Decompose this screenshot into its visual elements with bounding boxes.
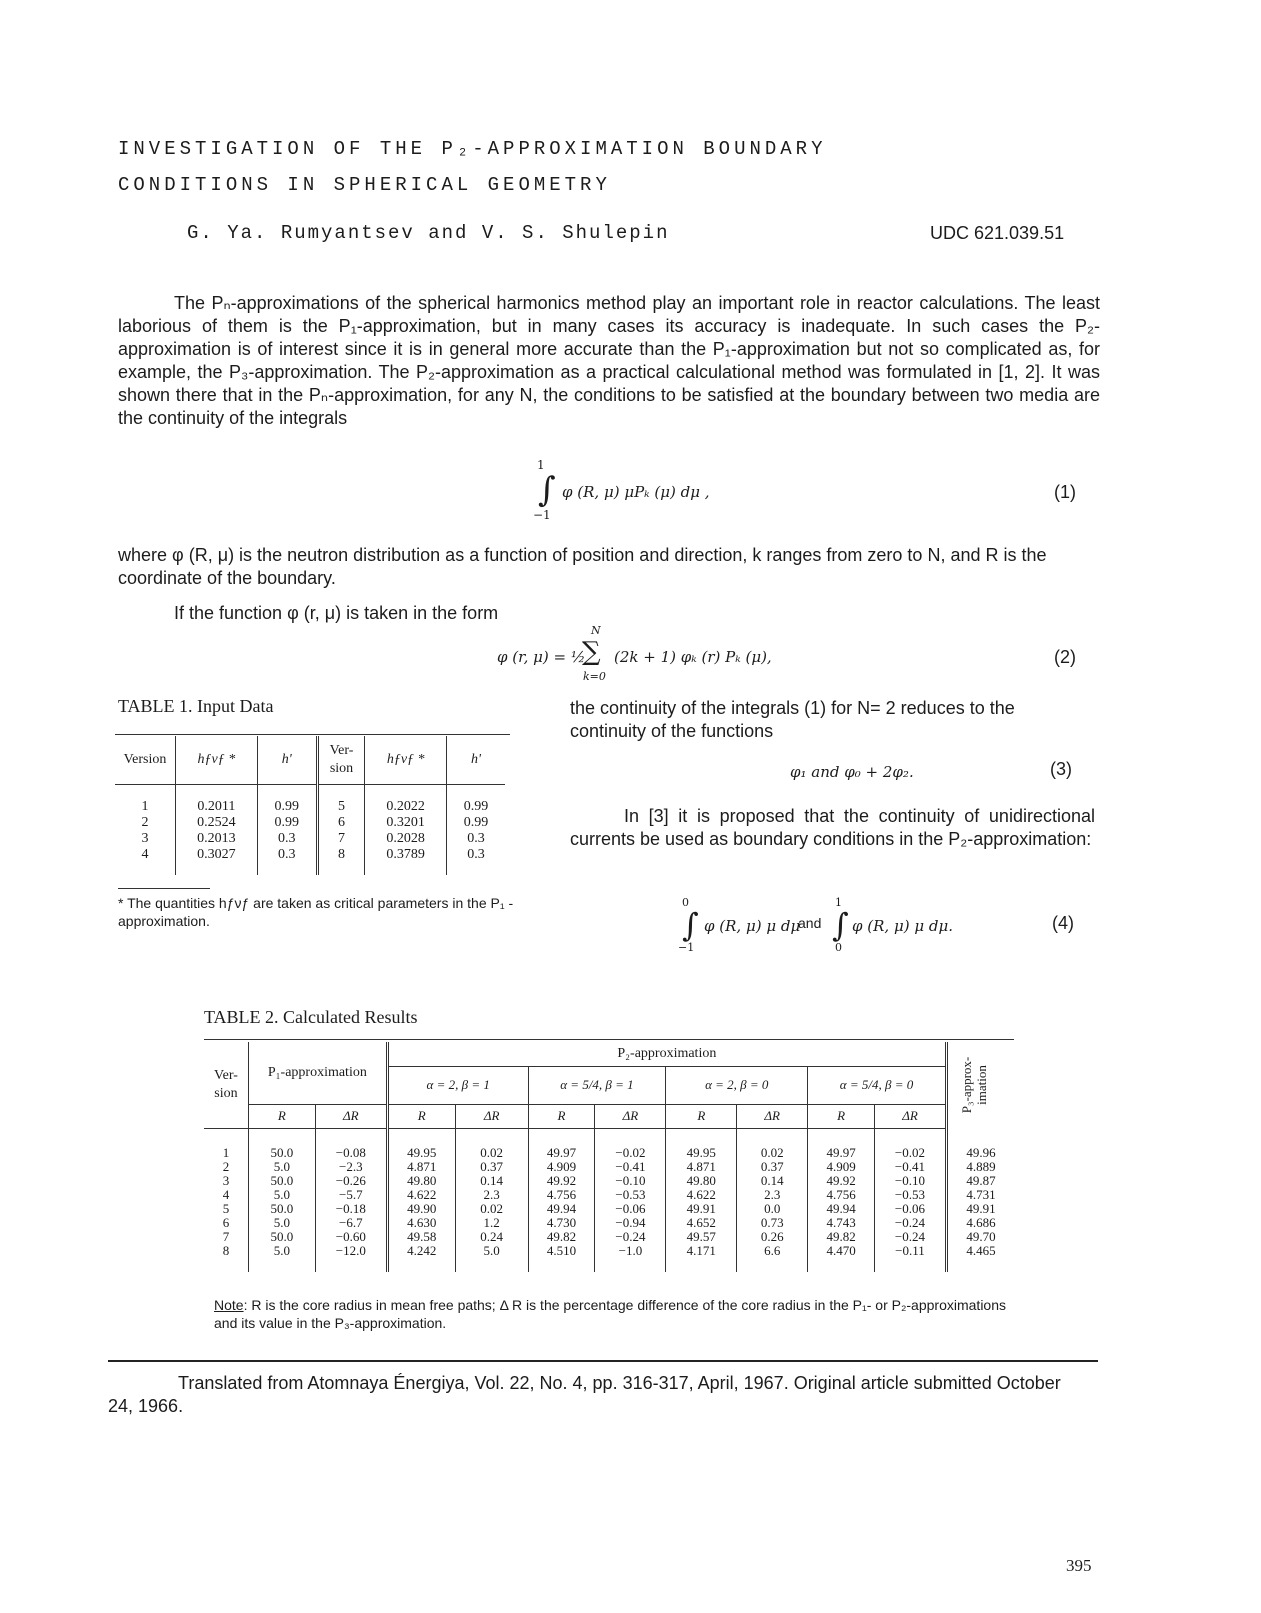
table-row xyxy=(204,1146,1014,1160)
t2-value-cell: 4.465 xyxy=(946,1244,1014,1258)
t2-value-cell: 49.80 xyxy=(666,1174,737,1188)
t1-cell: 0.2022 xyxy=(365,799,447,815)
t2-value-cell: −0.06 xyxy=(595,1202,666,1216)
t1-cell: 0.3 xyxy=(447,831,505,847)
t2-value-cell: 49.97 xyxy=(528,1146,595,1160)
t2-value-cell: 49.96 xyxy=(946,1146,1014,1160)
t1-cell: 0.3789 xyxy=(365,847,447,863)
t2-value-cell: 0.02 xyxy=(455,1202,528,1216)
eq2-sum-sign: ∑ xyxy=(582,637,601,667)
t2-sub-dr: ΔR xyxy=(737,1104,808,1128)
table-row xyxy=(204,1188,1014,1202)
t1-cell: 0.99 xyxy=(447,815,505,831)
eq2-upper-limit: N xyxy=(591,624,601,637)
t1-cell: 0.3201 xyxy=(365,815,447,831)
t2-value-cell: 0.26 xyxy=(737,1230,808,1244)
t2-value-cell: 2.3 xyxy=(455,1188,528,1202)
t2-value-cell: 5.0 xyxy=(455,1244,528,1258)
eq4-b-lower: 0 xyxy=(835,941,842,954)
t2-value-cell: 49.94 xyxy=(808,1202,875,1216)
t1-cell: 0.2011 xyxy=(176,799,258,815)
t2-value-cell: −0.08 xyxy=(315,1146,387,1160)
t1-header-hfvf-2: hƒνƒ * xyxy=(365,736,447,784)
t2-sub-dr: ΔR xyxy=(875,1104,947,1128)
t2-value-cell: 0.24 xyxy=(455,1230,528,1244)
t2-value-cell: 4.622 xyxy=(666,1188,737,1202)
table-row xyxy=(204,1174,1014,1188)
t1-cell: 7 xyxy=(317,831,365,847)
eq1-upper-limit: 1 xyxy=(537,458,545,472)
t2-group-1: α = 2, β = 1 xyxy=(387,1066,528,1104)
t2-value-cell: 50.0 xyxy=(248,1202,315,1216)
t2-value-cell: 4.652 xyxy=(666,1216,737,1230)
eq4-number: (4) xyxy=(1052,913,1074,933)
t2-value-cell: 4.242 xyxy=(387,1244,455,1258)
t2-value-cell: 4.909 xyxy=(808,1160,875,1174)
t2-value-cell: 5.0 xyxy=(248,1160,315,1174)
t2-value-cell: 0.37 xyxy=(455,1160,528,1174)
table-row xyxy=(115,799,505,815)
t2-value-cell: −0.53 xyxy=(875,1188,947,1202)
t2-header-p1: P₁-approximation xyxy=(248,1042,387,1104)
t2-value-cell: 4.871 xyxy=(387,1160,455,1174)
t2-value-cell: −0.94 xyxy=(595,1216,666,1230)
t2-value-cell: 4.889 xyxy=(946,1160,1014,1174)
eq3-number: (3) xyxy=(1050,759,1072,779)
t2-value-cell: −0.24 xyxy=(875,1230,947,1244)
t2-group-3: α = 2, β = 0 xyxy=(666,1066,808,1104)
title-line-1: INVESTIGATION OF THE P₂-APPROXIMATION BOUNDARY xyxy=(118,138,827,160)
t2-value-cell: 50.0 xyxy=(248,1146,315,1160)
page-number: 395 xyxy=(1066,1556,1092,1575)
t1-cell: 5 xyxy=(317,799,365,815)
eq3-body: φ₁ and φ₀ + 2φ₂. xyxy=(790,763,914,781)
table-row xyxy=(115,815,505,831)
note-label: Note xyxy=(214,1297,244,1313)
t2-value-cell: 1.2 xyxy=(455,1216,528,1230)
t2-sub-r: R xyxy=(387,1104,455,1128)
t2-value-cell: −6.7 xyxy=(315,1216,387,1230)
t2-group-2: α = 5/4, β = 1 xyxy=(528,1066,666,1104)
footnote-rule xyxy=(118,888,210,889)
t2-value-cell: −5.7 xyxy=(315,1188,387,1202)
eq4-b-integrand: φ (R, μ) μ dμ. xyxy=(852,917,953,935)
t1-header-version-2: Ver- sion xyxy=(317,736,365,784)
table1-rule xyxy=(115,734,510,735)
eq4-a-integrand: φ (R, μ) μ dμ xyxy=(704,917,801,935)
t1-cell: 4 xyxy=(141,846,149,862)
t2-value-cell: −0.24 xyxy=(595,1230,666,1244)
table-row xyxy=(204,1216,1014,1230)
t2-value-cell: 49.91 xyxy=(946,1202,1014,1216)
t2-value-cell: 4.756 xyxy=(808,1188,875,1202)
t2-header-version: Ver- sion xyxy=(204,1042,248,1128)
t2-value-cell: 0.37 xyxy=(737,1160,808,1174)
t1-cell: 3 xyxy=(141,830,149,846)
t2-value-cell: 4.686 xyxy=(946,1216,1014,1230)
t1-cell: 6 xyxy=(317,815,365,831)
t2-value-cell: 49.82 xyxy=(808,1230,875,1244)
t2-value-cell: 0.14 xyxy=(737,1174,808,1188)
t1-cell: 0.3 xyxy=(257,831,317,847)
t2-version-cell: 8 xyxy=(222,1243,230,1258)
eq2-lhs: φ (r, μ) = ½ xyxy=(497,648,586,666)
eq4-b-integral-sign: ∫ xyxy=(832,906,849,944)
t2-value-cell: 4.730 xyxy=(528,1216,595,1230)
table-row xyxy=(204,1244,1014,1258)
paragraph-2: where φ (R, μ) is the neutron distribution as a function of position and direction, k ranges from zero to N, and R is the coordinate of the boundary. xyxy=(118,545,1047,588)
t2-value-cell: 50.0 xyxy=(248,1174,315,1188)
t2-value-cell: 50.0 xyxy=(248,1230,315,1244)
t1-cell: 0.99 xyxy=(257,815,317,831)
eq4-b-upper: 1 xyxy=(835,896,842,909)
t2-value-cell: 2.3 xyxy=(737,1188,808,1202)
t2-value-cell: 49.95 xyxy=(666,1146,737,1160)
t2-value-cell: 5.0 xyxy=(248,1216,315,1230)
t2-value-cell: 49.90 xyxy=(387,1202,455,1216)
t2-value-cell: 0.73 xyxy=(737,1216,808,1230)
eq4-a-upper: 0 xyxy=(682,896,689,909)
t2-value-cell: −0.41 xyxy=(875,1160,947,1174)
eq1-number: (1) xyxy=(1054,482,1076,502)
t2-version-cell: 1 xyxy=(222,1145,230,1160)
bottom-rule xyxy=(108,1360,1098,1362)
t2-value-cell: 6.6 xyxy=(737,1244,808,1258)
t2-value-cell: 0.14 xyxy=(455,1174,528,1188)
t2-version-cell: 4 xyxy=(222,1187,230,1202)
table-row xyxy=(204,1160,1014,1174)
t2-header-p3 xyxy=(946,1042,1014,1128)
table1 xyxy=(115,736,505,875)
t2-sub-dr: ΔR xyxy=(455,1104,528,1128)
t2-value-cell: 49.82 xyxy=(528,1230,595,1244)
table2-caption: TABLE 2. Calculated Results xyxy=(204,1007,418,1027)
t2-value-cell: −0.24 xyxy=(875,1216,947,1230)
t2-sub-r: R xyxy=(808,1104,875,1128)
t2-version-cell: 5 xyxy=(222,1201,230,1216)
translation-note: Translated from Atomnaya Énergiya, Vol. 22, No. 4, pp. 316-317, April, 1967. Original article submitted October 24, 1966. xyxy=(108,1373,1061,1416)
t2-sub-r: R xyxy=(528,1104,595,1128)
t1-cell: 2 xyxy=(141,814,149,830)
t2-value-cell: 49.70 xyxy=(946,1230,1014,1244)
t1-cell: 0.3 xyxy=(447,847,505,863)
eq1-integrand: φ (R, μ) μPₖ (μ) dμ , xyxy=(562,483,710,501)
t1-header-hfvf: hƒνƒ * xyxy=(176,736,258,784)
t2-sub-r: R xyxy=(666,1104,737,1128)
note-text: : R is the core radius in mean free paths; Δ R is the percentage difference of the core radius in the P₁- or P₂-approximations and its value in the P₃-approximation. xyxy=(214,1297,1006,1331)
t2-version-cell: 7 xyxy=(222,1229,230,1244)
t2-value-cell: 4.510 xyxy=(528,1244,595,1258)
table-row xyxy=(204,1230,1014,1244)
table-row xyxy=(115,831,505,847)
t2-sub-r: R xyxy=(248,1104,315,1128)
t2-value-cell: −0.10 xyxy=(875,1174,947,1188)
t2-value-cell: −0.06 xyxy=(875,1202,947,1216)
t2-version-cell: 2 xyxy=(222,1159,230,1174)
t2-value-cell: 4.909 xyxy=(528,1160,595,1174)
t2-value-cell: 0.02 xyxy=(737,1146,808,1160)
t1-cell: 0.99 xyxy=(257,799,317,815)
t2-value-cell: 4.756 xyxy=(528,1188,595,1202)
table1-footnote: * The quantities hƒνƒ are taken as critical parameters in the P₁ -approximation. xyxy=(118,895,514,929)
t2-value-cell: 49.58 xyxy=(387,1230,455,1244)
t2-value-cell: −0.11 xyxy=(875,1244,947,1258)
t2-value-cell: 49.57 xyxy=(666,1230,737,1244)
t1-cell: 0.3 xyxy=(257,847,317,863)
t2-value-cell: −0.60 xyxy=(315,1230,387,1244)
table2-note xyxy=(214,1296,1014,1332)
t2-value-cell: −1.0 xyxy=(595,1244,666,1258)
t2-value-cell: 0.0 xyxy=(737,1202,808,1216)
t2-value-cell: 4.622 xyxy=(387,1188,455,1202)
t1-header-h-2: h' xyxy=(447,736,505,784)
t2-value-cell: 4.731 xyxy=(946,1188,1014,1202)
table-row xyxy=(115,847,505,863)
paragraph-3: If the function φ (r, μ) is taken in the form xyxy=(174,603,499,623)
t2-value-cell: −2.3 xyxy=(315,1160,387,1174)
t2-value-cell: −0.53 xyxy=(595,1188,666,1202)
t2-value-cell: 4.743 xyxy=(808,1216,875,1230)
t2-sub-dr: ΔR xyxy=(595,1104,666,1128)
t2-value-cell: 5.0 xyxy=(248,1244,315,1258)
eq1-lower-limit: −1 xyxy=(533,508,551,522)
t2-sub-dr: ΔR xyxy=(315,1104,387,1128)
table1-caption: TABLE 1. Input Data xyxy=(118,696,274,716)
t2-value-cell: 49.94 xyxy=(528,1202,595,1216)
t2-value-cell: 4.470 xyxy=(808,1244,875,1258)
intro-paragraph: The Pₙ-approximations of the spherical harmonics method play an important role in reactor calculations. The least laborious of them is the P₁-approximation, but in many cases its accuracy is inadequate. In such cases the P₂-approximation is of interest since it is in general more accurate than the P₁-approximation but not so complicated as, for example, the P₃-approximation. The P₂-approximation as a practical calculational method was formulated in [1, 2]. It was shown there that in the Pₙ-approximation, for any N, the conditions to be satisfied at the boundary between two media are the continuity of the integrals xyxy=(118,293,1100,428)
t1-header-version: Version xyxy=(115,736,176,784)
t2-value-cell: 49.91 xyxy=(666,1202,737,1216)
t2-value-cell: −12.0 xyxy=(315,1244,387,1258)
t2-value-cell: 5.0 xyxy=(248,1188,315,1202)
t1-cell: 0.99 xyxy=(447,799,505,815)
table-row xyxy=(204,1202,1014,1216)
t1-cell: 8 xyxy=(317,847,365,863)
t1-cell: 0.3027 xyxy=(176,847,258,863)
t1-header-h: h' xyxy=(257,736,317,784)
right-paragraph-1: the continuity of the integrals (1) for N= 2 reduces to the continuity of the functions xyxy=(570,698,1015,741)
t2-value-cell: 0.02 xyxy=(455,1146,528,1160)
t2-group-4: α = 5/4, β = 0 xyxy=(808,1066,947,1104)
t1-cell: 0.2028 xyxy=(365,831,447,847)
t2-value-cell: −0.02 xyxy=(875,1146,947,1160)
t2-value-cell: −0.10 xyxy=(595,1174,666,1188)
authors: G. Ya. Rumyantsev and V. S. Shulepin xyxy=(187,222,670,244)
t2-value-cell: −0.41 xyxy=(595,1160,666,1174)
t2-value-cell: 49.92 xyxy=(808,1174,875,1188)
eq4-a-lower: −1 xyxy=(678,941,695,954)
title-line-2: CONDITIONS IN SPHERICAL GEOMETRY xyxy=(118,174,611,196)
t1-cell: 0.2524 xyxy=(176,815,258,831)
eq4-and: and xyxy=(798,915,822,931)
t2-value-cell: 49.80 xyxy=(387,1174,455,1188)
eq1-integral-sign: ∫ xyxy=(538,470,556,510)
t2-body xyxy=(204,1146,1014,1258)
udc-code: UDC 621.039.51 xyxy=(930,223,1065,243)
t2-header-p3-label: P₃-approx- imation xyxy=(958,1056,989,1114)
t2-value-cell: 49.95 xyxy=(387,1146,455,1160)
t1-cell: 1 xyxy=(141,798,149,814)
t2-value-cell: −0.02 xyxy=(595,1146,666,1160)
table2-top-rule xyxy=(204,1039,1014,1040)
eq2-rhs: (2k + 1) φₖ (r) Pₖ (μ), xyxy=(614,648,772,666)
t2-value-cell: 4.171 xyxy=(666,1244,737,1258)
eq2-number: (2) xyxy=(1054,647,1076,667)
t2-value-cell: 49.92 xyxy=(528,1174,595,1188)
right-paragraph-2: In [3] it is proposed that the continuity of unidirectional currents be used as boundary conditions in the P₂-approximation: xyxy=(570,806,1095,849)
t2-header-p2: P₂-approximation xyxy=(387,1042,946,1066)
t2-version-cell: 3 xyxy=(222,1173,230,1188)
t2-value-cell: −0.26 xyxy=(315,1174,387,1188)
t2-value-cell: −0.18 xyxy=(315,1202,387,1216)
eq4-a-integral-sign: ∫ xyxy=(682,906,699,944)
t2-version-cell: 6 xyxy=(222,1215,230,1230)
t2-value-cell: 4.630 xyxy=(387,1216,455,1230)
eq2-lower-limit: k=0 xyxy=(583,670,606,683)
t2-value-cell: 4.871 xyxy=(666,1160,737,1174)
t1-cell: 0.2013 xyxy=(176,831,258,847)
table2 xyxy=(204,1042,1014,1272)
t2-value-cell: 49.97 xyxy=(808,1146,875,1160)
t2-value-cell: 49.87 xyxy=(946,1174,1014,1188)
